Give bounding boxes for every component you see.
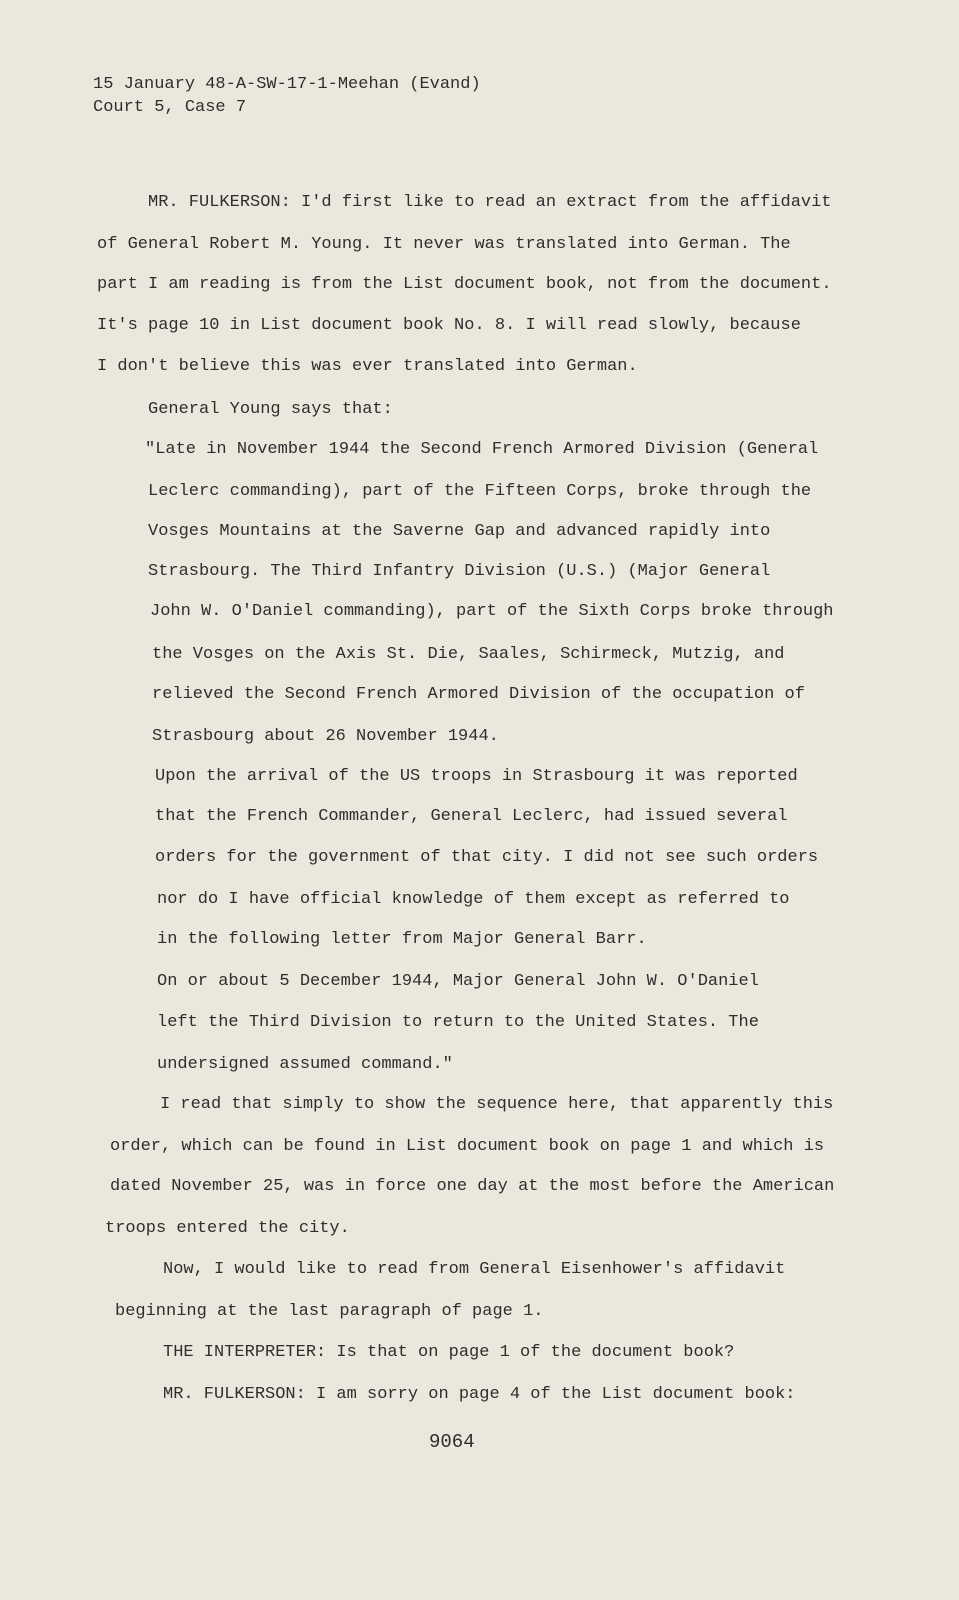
quote-line: Strasbourg. The Third Infantry Division (U.S.) (Major General	[148, 562, 771, 581]
text-line: General Young says that:	[148, 400, 393, 419]
quote-line: On or about 5 December 1944, Major General John W. O'Daniel	[157, 972, 759, 991]
text-line: dated November 25, was in force one day at the most before the American	[110, 1177, 835, 1196]
header-date-line: 15 January 48-A-SW-17-1-Meehan (Evand)	[93, 75, 481, 94]
quote-line: that the French Commander, General Leclerc, had issued several	[155, 807, 788, 826]
text-line: MR. FULKERSON: I am sorry on page 4 of the List document book:	[163, 1385, 796, 1404]
text-line: I read that simply to show the sequence here, that apparently this	[160, 1095, 834, 1114]
quote-line: the Vosges on the Axis St. Die, Saales, Schirmeck, Mutzig, and	[152, 645, 785, 664]
text-line: It's page 10 in List document book No. 8. I will read slowly, because	[97, 316, 801, 335]
text-line: THE INTERPRETER: Is that on page 1 of the document book?	[163, 1343, 735, 1362]
quote-line: orders for the government of that city. I did not see such orders	[155, 848, 819, 867]
quote-line: undersigned assumed command."	[157, 1055, 453, 1074]
quote-line: Strasbourg about 26 November 1944.	[152, 727, 499, 746]
text-line: beginning at the last paragraph of page 1.	[115, 1302, 544, 1321]
text-line: Now, I would like to read from General Eisenhower's affidavit	[163, 1260, 786, 1279]
quote-line: left the Third Division to return to the United States. The	[157, 1013, 759, 1032]
quote-line: Vosges Mountains at the Saverne Gap and advanced rapidly into	[148, 522, 771, 541]
quote-line: Upon the arrival of the US troops in Strasbourg it was reported	[155, 767, 798, 786]
quote-line: Leclerc commanding), part of the Fifteen Corps, broke through the	[148, 482, 812, 501]
quote-line: John W. O'Daniel commanding), part of the Sixth Corps broke through	[150, 602, 834, 621]
text-line: of General Robert M. Young. It never was translated into German. The	[97, 235, 791, 254]
text-line: part I am reading is from the List document book, not from the document.	[97, 275, 832, 294]
quote-line: in the following letter from Major General Barr.	[157, 930, 647, 949]
quote-line: "Late in November 1944 the Second French Armored Division (General	[145, 440, 819, 459]
text-line: troops entered the city.	[105, 1219, 350, 1238]
text-line: MR. FULKERSON: I'd first like to read an extract from the affidavit	[148, 193, 832, 212]
page-number: 9064	[429, 1431, 475, 1453]
text-line: order, which can be found in List document book on page 1 and which is	[110, 1137, 825, 1156]
text-line: I don't believe this was ever translated into German.	[97, 357, 638, 376]
quote-line: relieved the Second French Armored Division of the occupation of	[152, 685, 805, 704]
header-court-line: Court 5, Case 7	[93, 98, 247, 117]
quote-line: nor do I have official knowledge of them except as referred to	[157, 890, 790, 909]
